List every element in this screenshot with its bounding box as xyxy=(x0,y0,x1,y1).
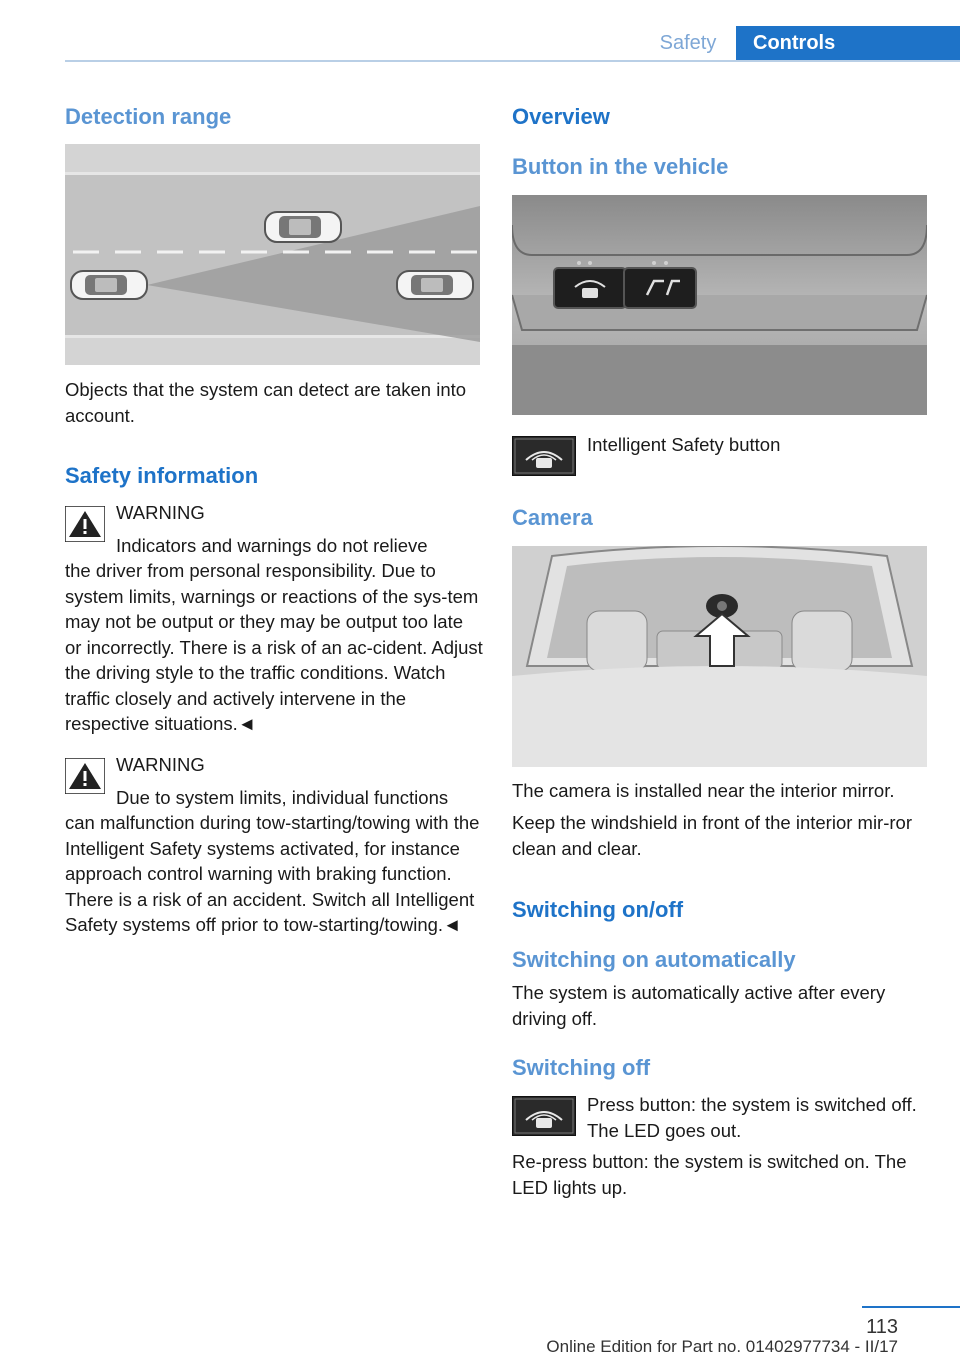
footer-rule xyxy=(862,1306,960,1308)
warning-triangle-icon xyxy=(65,758,105,794)
intelligent-safety-button-icon xyxy=(512,436,576,476)
button-in-vehicle-heading: Button in the vehicle xyxy=(512,154,729,179)
warning-1-text: the driver from personal responsibility. Due to system limits, warnings or reactions of the sys-tem may not be output or they may be output too late or incorrectly. There is a risk of an ac-cident. Adjust the driving style to the traffic conditions. Watch traffic closely and actively intervene in the respective situations.◄ xyxy=(65,560,483,734)
header-chapter-tab: Controls xyxy=(736,26,960,61)
overview-heading: Overview xyxy=(512,104,610,129)
warning-2-text: can malfunction during tow-starting/towing with the Intelligent Safety systems activated, for instance approach control warning with braking function. There is a risk of an accident. Switch all Intelligent Safety systems off prior to tow-starting/towing.◄ xyxy=(65,812,480,935)
switching-on-off-heading: Switching on/off xyxy=(512,897,684,922)
switching-off-heading: Switching off xyxy=(512,1055,651,1080)
switching-off-text: Press button: the system is switched off. The LED goes out. xyxy=(587,1094,917,1141)
re-press-text: Re-press button: the system is switched on. The LED lights up. xyxy=(512,1151,907,1198)
button-caption: Intelligent Safety button xyxy=(587,434,781,455)
detection-range-heading: Detection range xyxy=(65,104,232,129)
page-number: 113 xyxy=(866,1316,898,1338)
warning-triangle-icon xyxy=(65,506,105,542)
detection-range-text: Objects that the system can detect are taken into account. xyxy=(65,379,467,426)
warning-1-text-first: Indicators and warnings do not relieve xyxy=(116,535,428,556)
camera-heading: Camera xyxy=(512,505,593,530)
switching-on-automatically-heading: Switching on automatically xyxy=(512,947,796,972)
warning-2-text-first: Due to system limits, individual functions xyxy=(116,787,449,808)
camera-illustration xyxy=(512,546,927,767)
header-section-tab: Safety xyxy=(659,32,717,54)
edition-note: Online Edition for Part no. 01402977734 - II/17 xyxy=(546,1337,898,1356)
safety-information-heading: Safety information xyxy=(65,463,259,488)
header-rule xyxy=(65,60,960,62)
intelligent-safety-button-icon xyxy=(512,1096,576,1136)
warning-2-label: WARNING xyxy=(116,754,205,775)
camera-text-1: The camera is installed near the interior mirror. xyxy=(512,780,895,801)
detection-range-illustration xyxy=(65,144,480,365)
warning-1-label: WARNING xyxy=(116,502,205,523)
camera-text-2: Keep the windshield in front of the interior mir-ror clean and clear. xyxy=(512,812,912,859)
switching-on-automatically-text: The system is automatically active after every driving off. xyxy=(512,982,886,1029)
button-in-vehicle-photo xyxy=(512,195,927,415)
